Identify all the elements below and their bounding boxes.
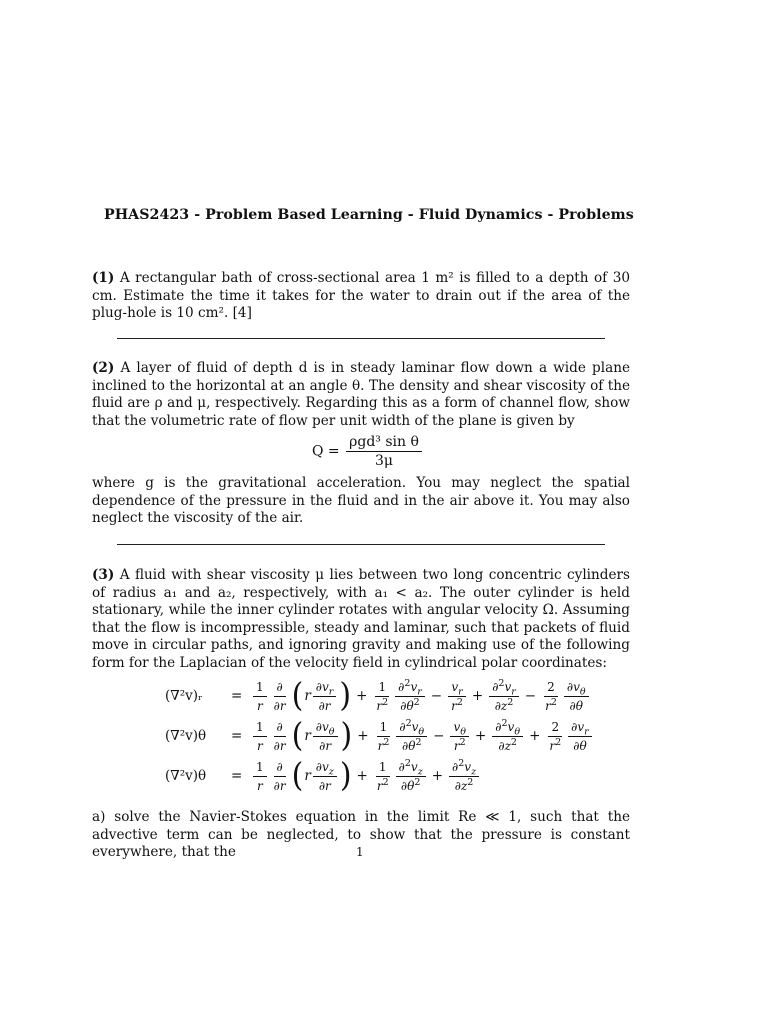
problem-3 [92, 567, 630, 673]
laplacian-rhs: $\frac{1}{r}$ $\frac{\partial}{\partial r}$ ( r $\frac{\partial v_z}{\partial r}$ ) + $\frac{1}{r^2}$ $\frac{\partial^2v_z}{\partial\theta^2}$ + $\frac{\partial^2v_z}{\partial z^2}$ [251, 759, 481, 794]
equation-fraction [346, 434, 422, 469]
problem-2 [92, 360, 630, 430]
equals-sign: = [231, 728, 243, 744]
equation-lhs: Q = [312, 443, 340, 460]
problem-1-number: (1) [92, 270, 115, 286]
problem-3-text: A fluid with shear viscosity μ lies between two long concentric cylinders of radius a₁ and a₂, respectively, with a₁ < a₂. The outer cylinder is held stationary, while the inner cylinder rotates with angular velocity Ω. Assuming that the flow is incompressible, steady and laminar, such that packets of fluid move in circular paths, and ignoring gravity and making use of the following form for the Laplacian of the velocity field in cylindrical polar coordinates: [92, 567, 630, 671]
laplacian-lhs: (∇²v)θ [165, 768, 207, 784]
laplacian-lhs: (∇²v)θ [165, 728, 207, 744]
page-number: 1 [356, 845, 364, 859]
flow-rate-equation [312, 434, 424, 469]
laplacian-rhs: $\frac{1}{r}$ $\frac{\partial}{\partial r}$ ( r $\frac{\partial v_\theta}{\partial r}$ ) + $\frac{1}{r^2}$ $\frac{\partial^2v_\theta}{\partial\theta^2}$ − $\frac{v_\theta}{r^2}$ + $\frac{\partial^2v_\theta}{\partial z^2}$ + $\frac{2}{r^2}$ $\frac{\partial v_r}{\partial\theta}$ [251, 719, 594, 754]
document-title: PHAS2423 - Problem Based Learning - Fluid Dynamics - Problems [104, 207, 634, 223]
equals-sign: = [231, 688, 243, 704]
problem-1-text: A rectangular bath of cross-sectional area 1 m² is filled to a depth of 30 cm. Estimate the time it takes for the water to drain out if the area of the plug-hole is 10 cm². [4] [92, 270, 630, 322]
section-divider [117, 544, 605, 545]
problem-2-text: A layer of fluid of depth d is in steady laminar flow down a wide plane inclined to the horizontal at an angle θ. The density and shear viscosity of the fluid are ρ and μ, respectively. Regarding this as a form of channel flow, show that the volumetric rate of flow per unit width of the plane is given by [92, 360, 630, 429]
laplacian-rhs: $\frac{1}{r}$ $\frac{\partial}{\partial r}$ ( r $\frac{\partial v_r}{\partial r}$ ) + $\frac{1}{r^2}$ $\frac{\partial^2v_r}{\partial\theta^2}$ − $\frac{v_r}{r^2}$ + $\frac{\partial^2v_r}{\partial z^2}$ − $\frac{2}{r^2}$ $\frac{\partial v_\theta}{\partial\theta}$ [251, 679, 591, 714]
problem-2-number: (2) [92, 360, 115, 376]
problem-2-continued: where g is the gravitational acceleration. You may neglect the spatial dependence of the pressure in the fluid and in the air above it. You may also neglect the viscosity of the air. [92, 475, 630, 527]
problem-3-part-a: a) solve the Navier-Stokes equation in the limit Re ≪ 1, such that the advective term can be neglected, to show that the pressure is constant everywhere, that the [92, 809, 630, 861]
problem-1 [92, 270, 630, 323]
laplacian-lhs: (∇²v)ᵣ [165, 688, 203, 704]
problem-3-number: (3) [92, 567, 115, 583]
equals-sign: = [231, 768, 243, 784]
section-divider [117, 338, 605, 339]
equation-numerator: ρgd³ sin θ [346, 434, 422, 452]
equation-denominator: 3μ [375, 453, 394, 469]
